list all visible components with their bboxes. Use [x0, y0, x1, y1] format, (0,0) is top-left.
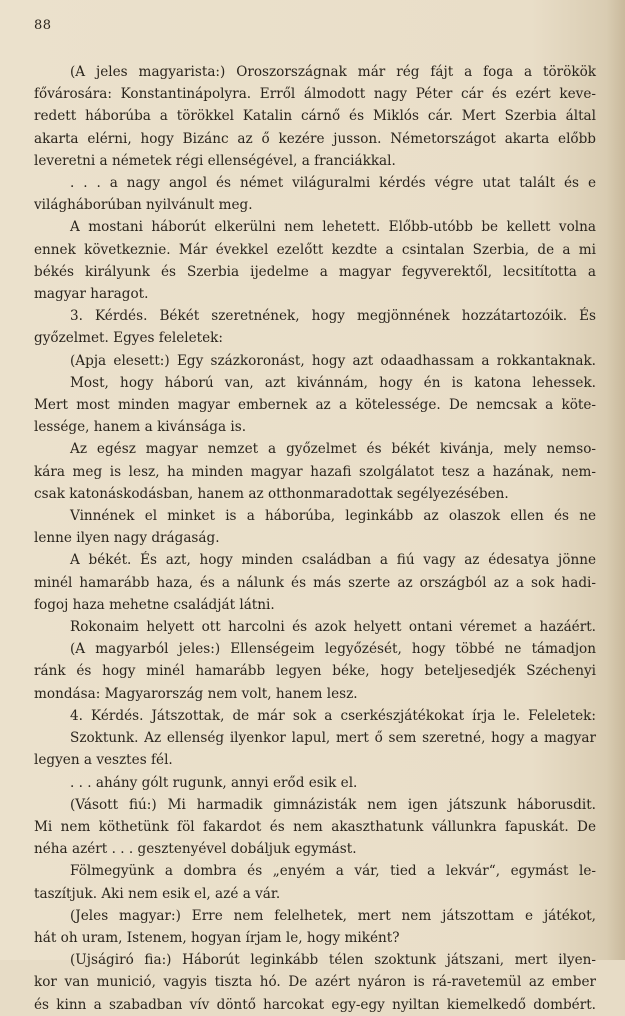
text-line: Mert most minden magyar embernek az a kötelessége. De nemcsak a köte-: [34, 397, 596, 414]
text-line: mondása: Magyarország nem volt, hanem lesz.: [34, 685, 358, 702]
text-line: ránk és hogy minél hamarább legyen béke, hogy beteljesedjék Széchenyi: [34, 663, 596, 680]
text-line: fővárosára: Konstantinápolyra. Erről álmodott nagy Péter cár és ezért keve-: [34, 86, 596, 103]
text-line: lenne ilyen nagy drágaság.: [34, 530, 220, 547]
text-line: 4. Kérdés. Játszottak, de már sok a cserkészjátékokat írja le. Feleletek:: [70, 707, 596, 724]
text-line: Az egész magyar nemzet a győzelmet és békét kivánja, mely nemso-: [70, 441, 596, 458]
text-line: csak katonáskodásban, hanem az otthonmaradottak segélyezésében.: [34, 485, 509, 502]
text-line: legyen a vesztes fél.: [34, 752, 173, 769]
text-line: (Vásott fiú:) Mi harmadik gimnázisták nem igen játszunk háborusdit.: [70, 796, 596, 813]
text-line: 3. Kérdés. Békét szeretnének, hogy megjönnének hozzátartozóik. És: [70, 308, 596, 325]
text-line: kor van munició, vagyis tiszta hó. De azért nyáron is rá-ravetemül az ember: [34, 974, 596, 991]
text-line: Fölmegyünk a dombra és „enyém a vár, tied a lekvár“, egymást le-: [70, 863, 596, 880]
text-line: győzelmet. Egyes feleletek:: [34, 330, 223, 347]
text-line: taszítjuk. Aki nem esik el, azé a vár.: [34, 885, 281, 902]
text-line: . . . a nagy angol és német világuralmi kérdés végre utat talált és e: [70, 175, 596, 192]
text-line: (Ujságiró fia:) Háborút leginkább télen szoktunk játszani, mert ilyen-: [70, 952, 596, 969]
text-line: akarta elérni, hogy Bizánc az ő kezére jusson. Németországot akarta előbb: [34, 130, 596, 147]
text-line: (Jeles magyar:) Erre nem felelhetek, mert nem játszottam e játékot,: [70, 907, 596, 924]
text-line: (A magyarból jeles:) Ellenségeim legyőzését, hogy többé ne támadjon: [70, 641, 596, 658]
text-line: . . . ahány gólt rugunk, annyi erőd esik el.: [70, 774, 358, 791]
text-line: Mi nem köthetünk föl fakardot és nem akaszthatunk vállunkra fapuskát. De: [34, 818, 596, 835]
text-line: Rokonaim helyett ott harcolni és azok helyett ontani véremet a hazáért.: [70, 619, 596, 636]
text-line: fogoj haza mehetne családját látni.: [34, 596, 275, 613]
text-line: redett háborúba a törökkel Katalin cárnő és Miklós cár. Mert Szerbia által: [34, 108, 596, 125]
text-line: Szoktunk. Az ellenség ilyenkor lapul, mert ő sem szeretné, hogy a magyar: [70, 730, 596, 747]
text-line: és kinn a szabadban vív döntő harcokat egy-egy nyiltan kiemelkedő dombért.: [34, 996, 596, 1013]
body-text: [34, 61, 596, 1016]
page-number: 88: [34, 18, 52, 33]
text-line: világháborúban nyilvánult meg.: [34, 197, 253, 214]
text-line: ennek következnie. Már évekkel ezelőtt kezdte a csintalan Szerbia, de a mi: [34, 241, 596, 258]
text-line: néha azért . . . gesztenyével dobáljuk egymást.: [34, 841, 357, 858]
text-line: A békét. És azt, hogy minden családban a fiú vagy az édesatya jönne: [70, 552, 596, 569]
text-line: leveretni a németek régi ellenségével, a franciákkal.: [34, 152, 396, 169]
text-line: magyar haragot.: [34, 286, 149, 303]
text-line: békés királyunk és Szerbia ijedelme a magyar fegyverektől, lecsitította a: [34, 263, 596, 280]
text-line: kára meg is lesz, ha minden magyar hazafi szolgálatot tesz a hazának, nem-: [34, 463, 596, 480]
text-line: Most, hogy háború van, azt kivánnám, hogy én is katona lehessek.: [70, 374, 596, 391]
text-line: hát oh uram, Istenem, hogyan írjam le, hogy miként?: [34, 929, 400, 946]
text-line: (Apja elesett:) Egy százkoronást, hogy azt odaadhassam a rokkantaknak.: [70, 352, 596, 369]
text-line: lessége, hanem a kivánsága is.: [34, 419, 247, 436]
text-line: (A jeles magyarista:) Oroszországnak már rég fájt a foga a törökök: [70, 64, 596, 80]
text-line: minél hamarább haza, és a nálunk és más szerte az országból az a sok hadi-: [34, 574, 596, 591]
text-line: A mostani háborút elkerülni nem lehetett. Előbb-utóbb be kellett volna: [70, 219, 596, 236]
text-line: Vinnének el minket is a háborúba, leginkább az olaszok ellen és ne: [70, 508, 596, 525]
